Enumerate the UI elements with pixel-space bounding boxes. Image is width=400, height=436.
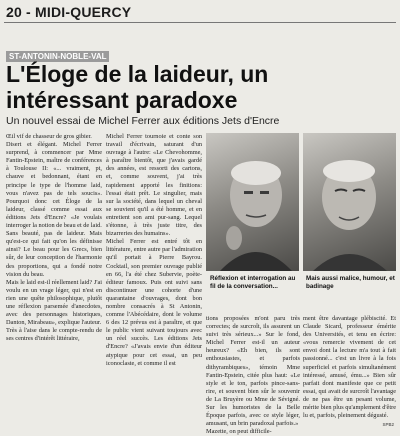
photo-credit: SPB2 — [382, 422, 394, 427]
article-column-1: Œil vif de chasseur de gros gibier. Disert et élégant. Michel Ferrer surprend, à commencer par Mme Fantin-Epstein, maître de conférences à Toulouse II: «... vraiment, pt, chauve et bedonnant, étant en principe le type de l'homme laid, vous n'avez pas de tels soucis». Pourquoi donc cet Éloge de la laideur, classé comme essai aux éditions Jets d'Encre? «Je voulais interroger la notion de beau et de laid. Sans beauté, pas de laideur. Mais qu'est-ce qui fait qu'on les définisse ainsi? Le beau pour les Grecs, bien sûr, de leur conception de l'harmonie des proportions, qui a fondé notre vision du beau. Mais le laid est-il réellement laid? J'ai voulu en un vrage léger, qui n'est en rien une quête philosophique, plutôt une réflexion parsemée d'anecdotes, avec des personnages historiques, Danton, Mirabeau», explique l'auteur. Très à l'aise dans le compte-rendu de ses centres d'intérêt littéraire, — [6, 133, 102, 343]
article-column-3: tions proposées m'ont paru très correctes; de surcroît, ils assurent un suivi très sérieux...» Sur le fond, Michel Ferrer est-il un auteur heureux? «Eh bien, ils sont enthousiastes, et parfois dithyrambiques», témoin Mme Fantin-Epstein, citée plus haut: «Le style et le ton, parfois pince-sans-rire, et souvent bien sûr le souvenir de La Bruyère ou Mme de Sévigné. Sur les humoristes de la Belle Époque parfois, avec ce style léger, amusant, un brin paradoxal parfois.» Mazette, on peut difficile- — [206, 315, 300, 436]
location-tag: ST-ANTONIN-NOBLE-VAL — [6, 51, 109, 62]
article-subheadline: Un nouvel essai de Michel Ferrer aux éditions Jets d'Encre — [6, 115, 280, 127]
page-section-header: 20 - MIDI-QUERCY — [6, 4, 132, 20]
photo-caption-2: Mais aussi malice, humour, et badinage — [306, 275, 395, 290]
photo-caption-1: Réflexion et interrogation au fil de la conversation... — [210, 275, 296, 290]
portrait-illustration — [303, 133, 396, 271]
portrait-illustration — [206, 133, 299, 271]
portrait-photo-reflection — [206, 133, 299, 271]
article-column-2: Michel Ferrer tournoie et conte son travail d'écrivain, saturant d'un ouvrage à l'autre: «Le Chevohomme, à paraître bientôt, que j'avais gardé des années, est ressorti des cartons, et, comme souvent, j'ai très rapidement apporté les finitions: l'essai était prêt. Le singulier, mais sur la société, dans lequel un cheval se souvient qu'il a été homme, et en entretient son ami pur-sang. Lequel s'étonne, à très juste titre, des bizarreries des humains». Michel Ferrer est entré tôt en littérature, entre autre par l'admiration qu'il portait à Pierre Bayrou. Cocktail, son premier ouvrage publié en 66, l'a été chez Subervie, poète-éditeur famoux. Puis ont suivi sans discontinuer une cohorte d'une quarantaine d'ouvrages, dont bon nombre consacrés à St Antonin, comme l'Abécédaire, dont le volume 6 des 12 prévus est à paraître, et que le public vient suivant toujours avec un réel succès. Les éditions Jets d'Encre? «J'avais envie d'un éditeur atypique pour cet essai, un peu iconoclaste, et comme il est — [106, 133, 202, 367]
article-headline: L'Éloge de la laideur, un intéressant paradoxe — [6, 61, 269, 113]
article-column-4: ment être davantage plébiscité. Et Claude Sicard, professeur émérite des Universités, et tenu en écrire: «vous remercie vivement de cet envoi dont la lecture m'a tout à fait passionné... c'est un livre à la fois superficiel et parfois simultanément intéressé, amusé, ému...» Bien sûr parfait dont manifeste que ce petit essai, qui avait de surcroît l'avantage de ne pas être un pesant volume, mérite bien plus qu'amplement d'être lu et, parfois, pleinement dégusté. — [303, 315, 396, 420]
portrait-photo-humour — [303, 133, 396, 271]
header-rule — [4, 22, 396, 23]
